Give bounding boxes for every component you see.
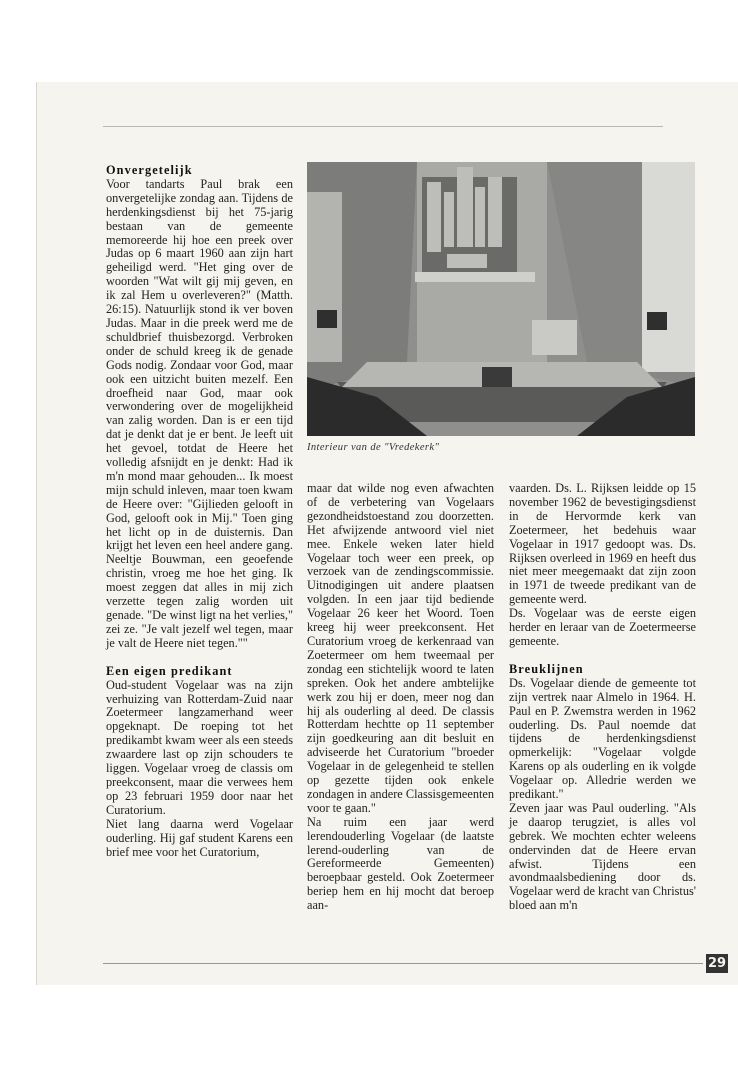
paragraph: Voor tandarts Paul brak een onvergetelijke zondag aan. Tijdens de herdenkingsdienst bij het 75-jarig bestaan van de gemeente memoreerde hij hoe een preek over Judas op 6 maart 1960 aan zijn hart geheiligd werd. "Het ging over de woorden "Wat wilt gij mij geven, en ik zal Hem u overleveren?" (Matth. 26:15). Natuurlijk stond ik ver boven Judas. Maar in die preek werd me de schuldbrief thuisbezorgd. Verbroken onder de schuld kreeg ik de genade Gods nodig. Zondaar voor God, maar ook een uitzicht buiten mezelf. Een droefheid naar God, maar ook verwondering over de mogelijkheid van zalig worden. Dan is er een tijd dat je denkt dat je er bent. Je leeft uit het gevoel, totdat de Heere het volledig afsnijdt en je denkt: Had ik m'n mond maar gehouden... Ik moest mijn schuld inleven, maar toen kwam de Heere over: "Gijlieden gelooft in God, gelooft ook in Mij." Toen ging het licht op in de duisternis. Dan krijgt het leven een heel andere gang. Neeltje Bouwman, een geoefende christin, vroeg me hoe het ging. Ik moest zeggen dat alles in mij zich verzette tegen zalig worden uit genade. "De winst ligt na het verlies," zei ze. "Je valt jezelf wel tegen, maar je valt de Heere niet tegen."" [106, 176, 293, 650]
hymn-board-left [317, 310, 337, 328]
paragraph: Na ruim een jaar werd lerendouderling Vogelaar (de laatste lerend-ouderling van de Gereformeerde Gemeenten) beroepbaar gesteld. Ook Zoetermeer beriep hem en hij mocht dat beroep aan- [307, 814, 494, 913]
heading-onvergetelijk: Onvergetelijk [106, 163, 193, 177]
text-column-1 [106, 164, 293, 859]
heading-eigen-predikant: Een eigen predikant [106, 663, 233, 678]
page-number: 29 [707, 956, 727, 971]
bottom-rule [103, 963, 703, 964]
right-window [642, 162, 695, 372]
paragraph: Zeven jaar was Paul ouderling. "Als je daarop terugziet, is alles vol gebrek. We mochten echter weleens ondervinden dat de Heere ervan afwist. Tijdens een avondmaalsbediening door ds. Vogelaar werd de kracht van Christus' bloed aan m'n [509, 800, 696, 913]
organ-balcony [415, 272, 535, 282]
photo-caption: Interieur van de "Vredekerk" [307, 442, 440, 453]
paragraph: Oud-student Vogelaar was na zijn verhuizing van Rotterdam-Zuid naar Zoetermeer langzamerhand weer opgeknapt. De roeping tot het predikambt kwam weer als een steeds zwaardere last op zijn schouders te liggen. Vogelaar vroeg de classis om preekconsent, maar die verwees hem op 23 februari 1959 door naar het Curatorium. [106, 677, 293, 817]
top-rule [103, 126, 663, 127]
paragraph: Ds. Vogelaar was de eerste eigen herder en leraar van de Zoetermeerse gemeente. [509, 606, 696, 648]
paragraph: Niet lang daarna werd Vogelaar ouderling. Hij gaf student Karens een brief mee voor het Curatorium, [106, 816, 293, 859]
left-window [307, 192, 342, 362]
pulpit [532, 320, 577, 355]
magazine-page [36, 82, 738, 985]
communion-table [482, 367, 512, 387]
hymn-board-right [647, 312, 667, 330]
paragraph: maar dat wilde nog even afwachten of de verbetering van Vogelaars gezondheidstoestand zou doorzetten. Het afwijzende antwoord viel niet mee. Enkele weken later hield Vogelaar toch weer een preek, op verzoek van de zendingscommissie. Uitnodigingen uit andere plaatsen volgden. In een jaar tijd bediende Vogelaar 26 keer het Woord. Toen kreeg hij weer preekconsent. Het Curatorium vroeg de kerkenraad van Zoetermeer om hem tweemaal per zondag een stichtelijk woord te laten spreken. Ook het andere ambtelijke werk zou hij er doen, meer nog dan hij als ouderling al deed. De classis Rotterdam hechtte op 11 september zijn goedkeuring aan dit besluit en adviseerde het Curatorium "broeder Vogelaar in de gelegenheid te stellen op gezette tijden ook enkele zondagen in andere Classisgemeenten voor te gaan." [307, 481, 494, 815]
text-column-3 [509, 482, 696, 913]
heading-breuklijnen: Breuklijnen [509, 661, 584, 676]
paragraph: Ds. Vogelaar diende de gemeente tot zijn vertrek naar Almelo in 1964. H. Paul en P. Zwemstra werden in 1962 ouderling. Ds. Paul noemde dat tijdens de herdenkingsdienst opmerkelijk: "Vogelaar volgde Karens op als ouderling en ik volgde Vogelaar op. Alledrie werden we predikant." [509, 675, 696, 802]
church-interior-icon [307, 162, 695, 436]
church-interior-photo [307, 162, 695, 436]
paragraph: vaarden. Ds. L. Rijksen leidde op 15 november 1962 de bevestigingsdienst in de Hervormde kerk van Zoetermeer, het bedehuis waar Vogelaar in 1917 gedoopt was. Ds. Rijksen overleed in 1969 en heeft dus niet meer meegemaakt dat zijn zoon in 1971 de tweede predikant van de gemeente werd. [509, 481, 696, 607]
text-column-2 [307, 482, 494, 913]
